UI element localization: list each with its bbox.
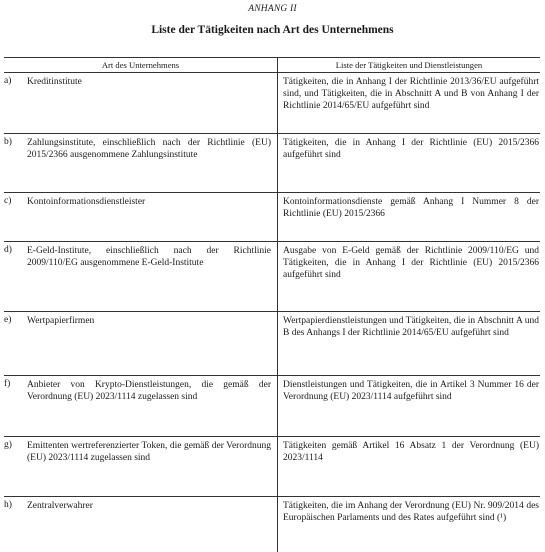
row-enterprise-type: Zentralverwahrer: [27, 501, 93, 511]
row-letter: b): [4, 137, 12, 147]
row-activities: Tätigkeiten gemäß Artikel 16 Absatz 1 der Verordnung (EU) 2023/1114: [283, 441, 539, 464]
table-row: [4, 497, 540, 552]
row-letter: e): [4, 315, 12, 325]
table-header: [4, 58, 540, 73]
row-letter: g): [4, 440, 12, 450]
column-header-activities: Liste der Tätigkeiten und Dienstleistungen: [335, 60, 483, 70]
table-row: [4, 437, 540, 497]
row-enterprise-type: Emittenten wertreferenzierter Token, die gemäß der Verordnung (EU) 2023/1114 zugelassen sind: [27, 441, 271, 464]
row-letter: c): [4, 196, 12, 206]
activities-table: [4, 57, 540, 552]
row-activities: Ausgabe von E-Geld gemäß der Richtlinie 2009/110/EG und Tätigkeiten, die in Anhang I der Richtlinie (EU) 2015/2366 aufgeführt sind: [283, 246, 539, 281]
table-row: [4, 73, 540, 134]
column-header-type: Art des Unternehmens: [101, 60, 180, 70]
row-letter: d): [4, 245, 12, 255]
row-enterprise-type: Wertpapierfirmen: [27, 316, 95, 326]
row-enterprise-type: E-Geld-Institute, einschließlich nach der Richtlinie 2009/110/EG ausgenommene E-Geld-Institute: [27, 246, 271, 269]
row-enterprise-type: Kontoinformationsdienstleister: [27, 197, 146, 207]
row-enterprise-type: Zahlungsinstitute, einschließlich nach der Richtlinie (EU) 2015/2366 ausgenommene Zahlungsinstitute: [27, 138, 271, 161]
row-activities: Wertpapierdienstleistungen und Tätigkeiten, die in Abschnitt A und B des Anhangs I der Richtlinie 2014/65/EU aufgeführt sind: [283, 316, 539, 339]
table-row: [4, 134, 540, 193]
row-activities: Dienstleistungen und Tätigkeiten, die in Artikel 3 Nummer 16 der Verordnung (EU) 2023/1114 aufgeführt sind: [283, 380, 539, 403]
row-letter: h): [4, 500, 12, 510]
row-activities: Tätigkeiten, die in Anhang I der Richtlinie (EU) 2015/2366 aufgeführt sind: [283, 138, 539, 161]
annex-label: ANHANG II: [248, 4, 297, 14]
row-letter: a): [4, 76, 12, 86]
row-activities: Tätigkeiten, die im Anhang der Verordnung (EU) Nr. 909/2014 des Europäischen Parlaments und des Rates aufgeführt sind (¹): [283, 501, 539, 524]
page-title: Liste der Tätigkeiten nach Art des Unternehmens: [151, 24, 394, 36]
table-row: [4, 376, 540, 437]
row-enterprise-type: Kreditinstitute: [27, 77, 82, 87]
row-enterprise-type: Anbieter von Krypto-Dienstleistungen, die gemäß der Verordnung (EU) 2023/1114 zugelassen sind: [27, 380, 271, 403]
table-row: [4, 312, 540, 376]
row-activities: Tätigkeiten, die in Anhang I der Richtlinie 2013/36/EU aufgeführt sind, und Tätigkeiten, die in Abschnitt A und B von Anhang I der Richtlinie 2014/65/EU aufgeführt sind: [283, 77, 539, 112]
table-row: [4, 242, 540, 312]
row-activities: Kontoinformationsdienste gemäß Anhang I Nummer 8 der Richtlinie (EU) 2015/2366: [283, 197, 539, 220]
table-row: [4, 193, 540, 242]
row-letter: f): [4, 379, 11, 389]
